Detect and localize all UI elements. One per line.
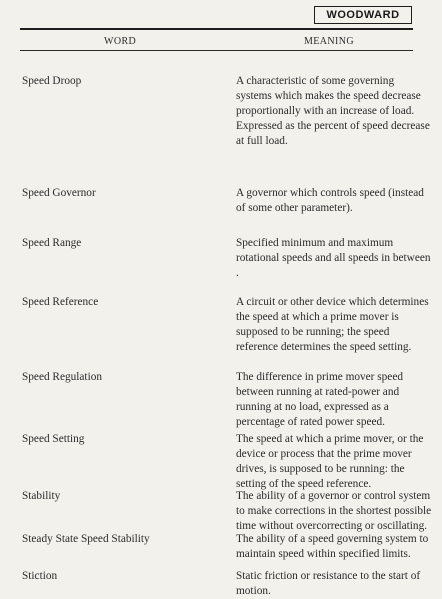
term: Speed Setting bbox=[22, 433, 85, 445]
definition: The difference in prime mover speed between running at rated-power and running at no load, expressed as a percentage of rated power speed. bbox=[236, 371, 403, 428]
term: Stiction bbox=[22, 570, 58, 582]
definition: A circuit or other device which determines the speed at which a prime mover is supposed to be running; the speed reference determines the speed setting. bbox=[236, 296, 429, 353]
definition: The ability of a governor or control system to make corrections in the shortest possible time without overcorrecting or oscillating. bbox=[236, 490, 432, 532]
woodward-logo: WOODWARD bbox=[314, 6, 412, 24]
word-column-header: WORD bbox=[104, 36, 137, 47]
top-rule bbox=[20, 28, 413, 30]
definition: Specified minimum and maximum rotational speeds and all speeds in between . bbox=[236, 237, 431, 279]
definition: Static friction or resistance to the start of motion. bbox=[236, 570, 421, 597]
header-rule bbox=[20, 50, 413, 51]
term: Speed Reference bbox=[22, 296, 99, 308]
definition: A characteristic of some governing systems which makes the speed decrease proportionally with an increase of load. Expressed as the percent of speed decrease at full load. bbox=[236, 75, 430, 147]
term: Speed Range bbox=[22, 237, 82, 249]
term: Steady State Speed Stability bbox=[22, 533, 150, 545]
term: Speed Governor bbox=[22, 187, 96, 199]
definition: The speed at which a prime mover, or the device or process that the prime mover drives, is supposed to be running: the setting of the speed reference. bbox=[236, 433, 424, 490]
meaning-column-header: MEANING bbox=[304, 36, 355, 47]
definition: The ability of a speed governing system to maintain speed within specified limits. bbox=[236, 533, 429, 560]
term: Speed Regulation bbox=[22, 371, 103, 383]
term: Speed Droop bbox=[22, 75, 82, 87]
definition: A governor which controls speed (instead of some other parameter). bbox=[236, 187, 424, 214]
term: Stability bbox=[22, 490, 61, 502]
